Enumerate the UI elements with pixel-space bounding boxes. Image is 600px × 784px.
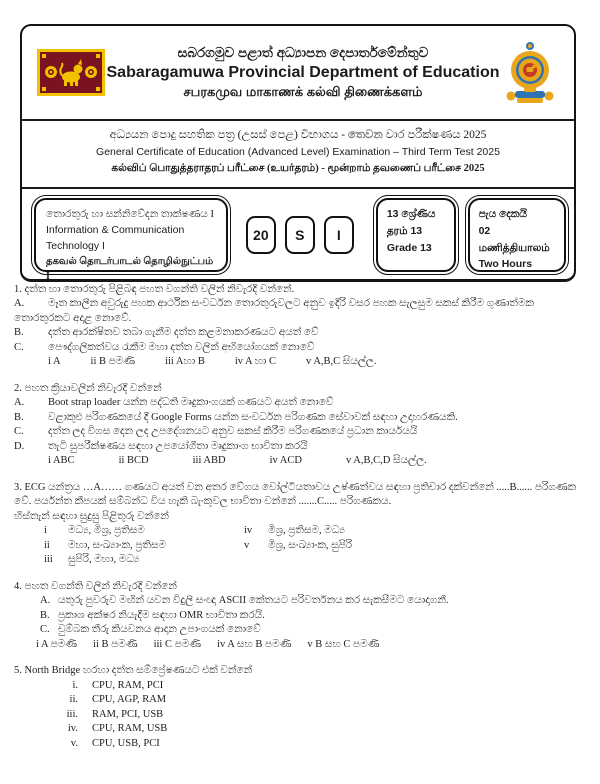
option: ii. CPU, AGP, RAM (69, 694, 167, 706)
time-english: Two Hours (478, 258, 533, 271)
grade-sinhala: 13 ශ්‍රේණිය (386, 208, 436, 220)
exam-header-box (20, 24, 576, 282)
answer-options (14, 355, 586, 369)
subject-name-sinhala: තොරතුරු හා සන්නිවේදන තාක්ෂණය I (46, 209, 214, 220)
option: v A,B,C,D සියල්ල. (345, 455, 427, 467)
answer-options (14, 638, 586, 652)
province-flag-icon (36, 49, 106, 96)
option: v මිශ්‍ර, සංඛ්‍යාංක, සුපිරි (244, 539, 353, 551)
option: ii B පමණි (93, 638, 138, 650)
option: iv මිශ්‍ර, ප්‍රතිසම, මධ්‍ය (244, 525, 345, 537)
statement: A. මෑත කාලීන අවුරුදු පහක ආර්ථික සංවර්ධන තොරතුරුවලට අනුව ඉදිරි වසර පහක සැලසුම සකස් කිරීම ගුණාත්මක තොරතුරකට අදාළ නොවේ. (14, 298, 535, 324)
question-stem: 4. පහත වගන්ති වලින් නිවැරදි වන්නේ (14, 580, 177, 592)
code-box-number: 20 (246, 216, 276, 254)
time-sinhala: පැය දෙකයි (478, 208, 527, 220)
subject-code-boxes (246, 216, 354, 254)
option: iv ACD (269, 455, 302, 467)
question-stem: 3. ECG යන්ත්‍රය …A…… ගණයට අයත් වන අතර වේගය වෝල්ටීයතාවය උෂ්ණත්වය සඳහා ප්‍රතිචාර දක්වන්නේ .....B...... පරිගණක වේ. පර්යන්ත කීපයක් සම්බන්ධ විය හැකි බැංකුවල භාවිතා වන්නේ .......C..... පරිගණකය. (14, 481, 577, 508)
question-area (14, 283, 586, 763)
statement: B. ප්‍රකාශ අක්ෂර නියැදීම සඳහා OMR භාවිතා කරයි. (40, 609, 265, 621)
statement: C. දත්ත ලද විගස දෙන ලද උපදේශනයට අනුව සකස් කිරීම පරිගණකයේ ප්‍රධාන කාර්යයයි (14, 426, 418, 438)
exam-title-block (22, 121, 574, 189)
question-stem: 2. පහත ක්‍රියාවලින් නිවැරදි වන්නේ (14, 382, 162, 394)
question-2 (14, 382, 586, 469)
grade-box (376, 198, 456, 272)
exam-title-tamil: கல்விப் பொதுத்தராதரப் பரீட்சை (உயர்தரம்) - மூன்றாம் தவணைப் பரீட்சை 2025 (111, 162, 485, 174)
subject-box (34, 198, 228, 283)
option: i A පමණි (36, 638, 78, 650)
grade-tamil: தரம் 13 (386, 224, 423, 237)
grade-english: Grade 13 (386, 241, 432, 254)
question-1 (14, 283, 586, 370)
option: v A,B,C සියල්ල. (306, 356, 377, 368)
answer-options (14, 524, 586, 567)
question-4 (14, 580, 586, 652)
statement: C. පෞද්ගලිකත්වය රැකීම මහා දත්ත වලින් අභියෝගයක් නොවේ (14, 341, 315, 353)
statement: D. තැටි සුපරීක්ෂණය සඳහා උපයෝගීතා මෘදුකාංග භාවිතා කරයි (14, 440, 308, 452)
code-box-medium: S (285, 216, 315, 254)
exam-title-term-word: තෙවන (347, 129, 383, 141)
statement: A. Boot strap loader යන්න පද්ධති මෘදුකාංගයක් ගණයට අයත් නොවේ (14, 397, 334, 409)
option: iii සුපිරි, මහා, මධ්‍ය (44, 554, 140, 566)
option: v. CPU, USB, PCI (70, 737, 160, 749)
code-box-paper: I (324, 216, 354, 254)
option: iii Aහා B (165, 356, 205, 368)
option: iii. RAM, PCI, USB (66, 708, 164, 720)
option: iv A සහ B පමණි (217, 638, 292, 650)
option: i ABC (48, 455, 75, 467)
department-title-english: Sabaragamuwa Provincial Department of Education (106, 64, 500, 82)
time-box (468, 198, 566, 272)
statement: C. චුම්බක තීරු කියවනය ආදාන උපාංගයක් නොවේ (40, 624, 261, 636)
option: i. CPU, RAM, PCI (72, 679, 164, 691)
question-stem: 1. දත්ත හා තොරතුරු පිළිබඳ පහත වගන්ති වලින් නිවැරදි වන්නේ. (14, 284, 295, 295)
option: i මධ්‍ය, මිශ්‍ර, ප්‍රතිසම (44, 525, 145, 537)
statement: A. යතුරු පුවරුව මඟින් යවන විදුලි සංඥා ASCII කේතයට පරිවර්තනය කර සැකසීමට යොදාගනී. (40, 595, 449, 607)
question-stem-line2: හිස්තැන් සඳහා සුදුසු පිළිතුරු වන්නේ (14, 510, 169, 522)
option: iii C පමණි (153, 638, 202, 650)
department-header (22, 26, 574, 121)
option: iii ABD (192, 455, 226, 467)
option: ii මහා, සංඛ්‍යාංක, ප්‍රතිසම (44, 539, 167, 551)
national-emblem-icon (500, 39, 560, 107)
option: v B සහ C පමණි (307, 638, 380, 650)
subject-name-tamil: தகவல் தொடர்பாடல் தொழில்நுட்பம் I (46, 256, 214, 283)
time-tamil: 02 மணித்தியாலம் (478, 224, 550, 254)
question-5 (14, 664, 586, 751)
question-3 (14, 481, 586, 568)
subject-band (22, 189, 574, 281)
exam-title-sinhala: අධ්‍යයන පොදු සහතික පත්‍ර (උසස් පෙළ) විභාගය - තෙවන වාර පරීක්ෂණය 2025 (109, 129, 487, 141)
option: iv. CPU, RAM, USB (67, 723, 168, 735)
question-stem: 5. North Bridge හරහා දත්ත සම්ප්‍රේෂණයට එක් වන්නේ (14, 665, 253, 677)
option: iv A හා C (234, 356, 277, 368)
answer-options (14, 454, 586, 468)
subject-name-english: Information & Communication Technology I (46, 223, 185, 252)
statement: B. වළාකුළු පරිගණකයේ දී Google Forms යන්න සංවර්ධන පරිගණක සේවාවක් සඳහා උදාහරණයකි. (14, 411, 458, 423)
department-title-tamil: சபரகமுவ மாகாணக் கல்வி திணைக்களம் (183, 84, 423, 100)
option: ii BCD (118, 455, 149, 467)
department-titles (106, 44, 500, 101)
option: ii B පමණි (90, 356, 136, 368)
option: i A (48, 356, 61, 368)
exam-title-english: General Certificate of Education (Advanced Level) Examination – Third Term Test 2025 (96, 146, 500, 159)
statement: B. දත්ත ආරක්ෂිතව තබා ගැනීම දත්ත කළමනාකරණයට අයත් වේ (14, 327, 319, 339)
department-title-sinhala: සබරගමුව පළාත් අධ්‍යාපන දෙපාර්තමේන්තුව (177, 44, 429, 60)
